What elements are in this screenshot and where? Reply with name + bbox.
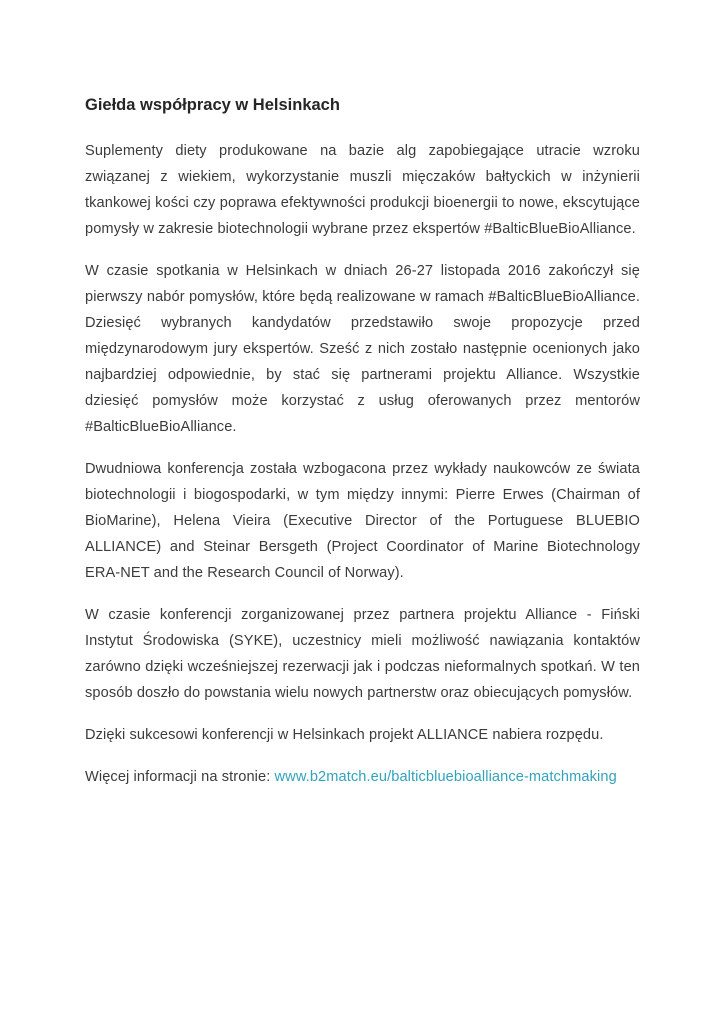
paragraph-intro: Suplementy diety produkowane na bazie alg zapobiegające utracie wzroku związanej z wiekiem, wykorzystanie muszli mięczaków bałtyckich w inżynierii tkankowej kości czy poprawa efektywności produkcji bioenergii to nowe, ekscytujące pomysły w zakresie biotechnologii wybrane przez ekspertów #BalticBlueBioAlliance. [85,143,640,238]
paragraph-more-info [85,764,640,790]
paragraph-conference: W czasie konferencji zorganizowanej przez partnera projektu Alliance - Fiński Instytut Środowiska (SYKE), uczestnicy mieli możliwość nawiązania kontaktów zarówno dzięki wcześniejszej rezerwacji jak i podczas nieformalnych spotkań. W ten sposób doszło do powstania wielu nowych partnerstw oraz obiecujących pomysłów. [85,607,640,702]
paragraph-success: Dzięki sukcesowi konferencji w Helsinkach projekt ALLIANCE nabiera rozpędu. [85,727,604,744]
matchmaking-link[interactable]: www.b2match.eu/balticbluebioalliance-matchmaking [274,769,617,786]
page-title: Giełda współpracy w Helsinkach [85,96,340,114]
paragraph-speakers: Dwudniowa konferencja została wzbogacona przez wykłady naukowców ze świata biotechnologii i biogospodarki, w tym między innymi: Pierre Erwes (Chairman of BioMarine), Helena Vieira (Executive Director of the Portuguese BLUEBIO ALLIANCE) and Steinar Bersgeth (Project Coordinator of Marine Biotechnology ERA-NET and the Research Council of Norway). [85,461,640,582]
paragraph-meeting: W czasie spotkania w Helsinkach w dniach 26-27 listopada 2016 zakończył się pierwszy nabór pomysłów, które będą realizowane w ramach #BalticBlueBioAlliance. Dziesięć wybranych kandydatów przedstawiło swoje propozycje przed międzynarodowym jury ekspertów. Sześć z nich zostało następnie ocenionych jako najbardziej odpowiednie, by stać się partnerami projektu Alliance. Wszystkie dziesięć pomysłów może korzystać z usług oferowanych przez mentorów #BalticBlueBioAlliance. [85,263,640,436]
link-prefix-text: Więcej informacji na stronie: [85,769,275,786]
